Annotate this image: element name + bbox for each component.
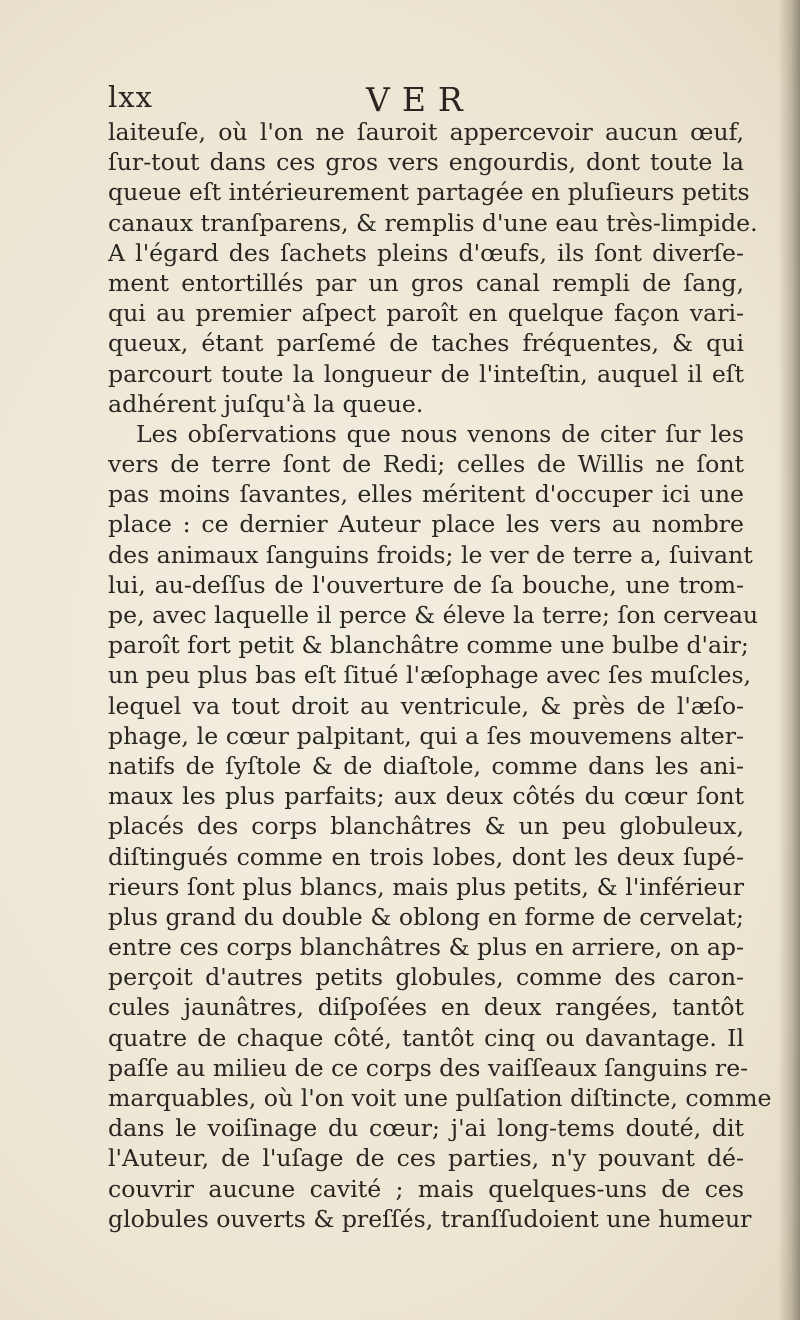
text-line: A l'égard des ſachets pleins d'œufs, ils ſont diverſe- [108, 238, 744, 267]
running-head: VER [366, 80, 475, 119]
text-line: dans le voiſinage du cœur; j'ai long-tems douté, dit [108, 1114, 744, 1143]
text-line: canaux tranſparens, & remplis d'une eau très-limpide. [108, 208, 758, 237]
text-line: lequel va tout droit au ventricule, & près de l'æſo- [108, 691, 744, 720]
text-line: paroît fort petit & blanchâtre comme une bulbe d'air; [108, 631, 749, 660]
text-line: laiteuſe, où l'on ne ſauroit appercevoir aucun œuf, [108, 118, 744, 146]
text-line: entre ces corps blanchâtres & plus en arriere, on ap- [108, 933, 744, 962]
text-line: phage, le cœur palpitant, qui a ſes mouvemens alter- [108, 721, 744, 750]
text-line: un peu plus bas eſt ſitué l'æſophage avec ſes muſcles, [108, 661, 752, 690]
page-number: lxx [108, 80, 153, 114]
text-line: qui au premier aſpect paroît en quelque façon vari- [108, 299, 744, 328]
text-line: globules ouverts & preſſés, tranſſudoient une humeur [108, 1204, 752, 1233]
text-line: natifs de ſyſtole & de diaſtole, comme dans les ani- [108, 751, 744, 780]
text-line: rieurs ſont plus blancs, mais plus petits, & l'inférieur [108, 872, 744, 901]
text-line: place : ce dernier Auteur place les vers au nombre [108, 510, 744, 539]
page-edge-shadow [778, 0, 800, 1320]
text-line: adhérent juſqu'à la queue. [108, 389, 424, 418]
text-line: cules jaunâtres, diſpoſées en deux rangées, tantôt [108, 993, 744, 1022]
text-line: plus grand du double & oblong en forme de cervelat; [108, 902, 744, 931]
text-line: maux les plus parfaits; aux deux côtés du cœur ſont [108, 782, 744, 811]
text-line: pe, avec laquelle il perce & éleve la terre; ſon cerveau [108, 601, 759, 629]
text-line: placés des corps blanchâtres & un peu globuleux, [108, 812, 744, 841]
text-line: couvrir aucune cavité ; mais quelques-uns de ces [108, 1174, 744, 1203]
paragraph-start-line: Les obſervations que nous venons de citer ſur les [136, 419, 744, 448]
text-line: pas moins ſavantes, elles méritent d'occuper ici une [108, 480, 744, 509]
text-line: des animaux ſanguins froids; le ver de terre a, ſuivant [108, 540, 753, 569]
text-line: paſſe au milieu de ce corps des vaiſſeaux ſanguins re- [108, 1053, 749, 1082]
text-line: ſur-tout dans ces gros vers engourdis, dont toute la [108, 148, 744, 177]
text-line: queue eſt intérieurement partagée en pluſieurs petits [108, 178, 750, 207]
text-line: l'Auteur, de l'uſage de ces parties, n'y pouvant dé- [108, 1144, 744, 1173]
text-line: diſtingués comme en trois lobes, dont les deux ſupé- [108, 842, 744, 871]
text-line: vers de terre ſont de Redi; celles de Willis ne ſont [108, 450, 744, 479]
body-text [108, 117, 772, 1234]
text-line: queux, étant parſemé de taches fréquentes, & qui [108, 329, 744, 358]
text-line: perçoit d'autres petits globules, comme des caron- [108, 963, 744, 992]
text-line: parcourt toute la longueur de l'inteſtin, auquel il eſt [108, 359, 744, 388]
text-line: ment entortillés par un gros canal rempli de ſang, [108, 268, 744, 297]
text-line: lui, au-deſſus de l'ouverture de ſa bouche, une trom- [108, 570, 744, 599]
text-line: quatre de chaque côté, tantôt cinq ou davantage. Il [108, 1023, 744, 1052]
text-line: marquables, où l'on voit une pulſation diſtincte, comme [108, 1084, 772, 1112]
